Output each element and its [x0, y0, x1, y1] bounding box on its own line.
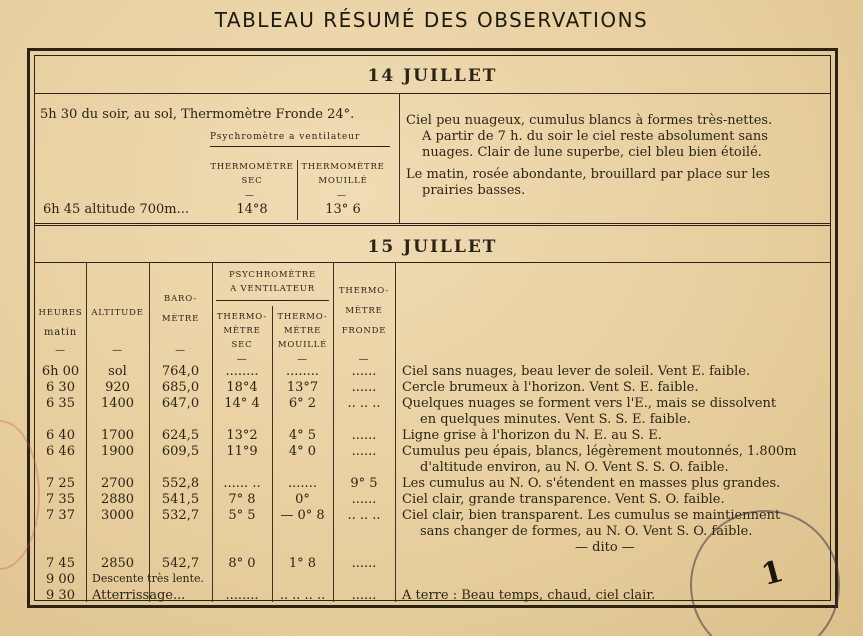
row-mouille: ....... [288, 476, 317, 491]
row-mouille: .. .. .. .. [279, 588, 326, 603]
dash: — [112, 345, 123, 356]
row-heure: 7 25 [46, 476, 75, 491]
row-observation: A terre : Beau temps, chaud, ciel clair. [402, 588, 656, 603]
psychro-brace-2 [216, 300, 329, 301]
row-fronde: ...... [351, 588, 377, 603]
row-fronde: ...... [351, 380, 377, 395]
row-altitude: 2700 [100, 476, 135, 491]
row-baro: 542,7 [161, 556, 200, 571]
row-mouille: 4° 0 [288, 444, 317, 459]
row-fronde: ...... [351, 428, 377, 443]
row-baro: 764,0 [161, 364, 200, 379]
row-sec: 18°4 [226, 380, 258, 395]
header-matin: matin [43, 327, 78, 338]
row-observation: — dito — [575, 540, 635, 555]
table-frame [27, 48, 838, 608]
row-heure: 6 30 [46, 380, 75, 395]
header-fronde-1: THERMO- [338, 286, 390, 296]
row-altitude: Descente très lente. [92, 572, 205, 585]
row-altitude: sol [108, 364, 127, 379]
row-baro: 552,8 [161, 476, 200, 491]
row-mouille: 4° 5 [288, 428, 317, 443]
section1-note-3: nuages. Clair de lune superbe, ciel bleu bien étoilé. [422, 145, 762, 160]
section1-col-sec: THERMOMÈTRE SEC [210, 162, 294, 186]
header-psychro-1: PSYCHROMÈTRE [228, 270, 317, 280]
section1-mouille-value: 13° 6 [325, 202, 361, 217]
header-fronde-3: FRONDE [341, 326, 387, 336]
row-mouille: 1° 8 [288, 556, 317, 571]
row-mouille: ........ [285, 364, 320, 379]
row-altitude: 1700 [100, 428, 135, 443]
row-baro: 624,5 [161, 428, 200, 443]
section1-psychro-label: Psychromètre a ventilateur [210, 132, 361, 142]
row-baro: 541,5 [161, 492, 200, 507]
section1-col-divider [399, 93, 400, 223]
row-altitude: Atterrissage... [92, 588, 186, 603]
section1-note-4: Le matin, rosée abondante, brouillard par place sur les [406, 167, 770, 182]
section1-sec-value: 14°8 [236, 202, 268, 217]
row-sec: 14° 4 [224, 396, 260, 411]
section1-note-1: Ciel peu nuageux, cumulus blancs à formes très-nettes. [406, 113, 773, 128]
row-heure: 9 30 [46, 588, 75, 603]
row-fronde: .. .. .. [347, 508, 381, 523]
row-sec: 8° 0 [228, 556, 256, 571]
header-psychro-2: A VENTILATEUR [230, 284, 315, 294]
row-sec: 11°9 [226, 444, 258, 459]
row-observation: Ciel clair, bien transparent. Les cumulus se maintiennent [402, 508, 781, 523]
row-fronde: ...... [351, 556, 377, 571]
row-altitude: 1900 [100, 444, 135, 459]
dash: — [175, 345, 186, 356]
dash: — [236, 354, 248, 365]
section-heading-15-juillet: 15 JUILLET [367, 237, 498, 257]
row-observation: Cumulus peu épais, blancs, légèrement moutonnés, 1.800m [402, 444, 797, 459]
row-heure: 6 46 [46, 444, 75, 459]
row-sec: ...... .. [223, 476, 261, 491]
psychro-brace [210, 146, 390, 147]
row-baro: 647,0 [161, 396, 200, 411]
row-mouille: 0° [295, 492, 310, 507]
section1-note-2: A partir de 7 h. du soir le ciel reste absolument sans [422, 129, 768, 144]
row-altitude: 1400 [100, 396, 135, 411]
row-heure: 6 40 [46, 428, 75, 443]
section1-col-mouille: THERMOMÈTRE MOUILLÉ [301, 162, 385, 186]
row-observation: Ligne grise à l'horizon du N. E. au S. E. [402, 428, 662, 443]
row-heure: 6h 00 [41, 364, 80, 379]
section2-divider [35, 262, 830, 263]
section1-note-5: prairies basses. [422, 183, 526, 198]
row-observation: Ciel sans nuages, beau lever de soleil. Vent E. faible. [402, 364, 751, 379]
row-altitude: 2880 [100, 492, 135, 507]
header-mouille-1: THERMO- [277, 312, 328, 322]
dash: — [297, 354, 308, 365]
page-number: 1 [757, 553, 788, 594]
header-sec-2: MÈTRE [223, 326, 261, 336]
header-fronde-2: MÈTRE [345, 306, 383, 316]
row-baro: 532,7 [161, 508, 200, 523]
row-heure: 7 35 [46, 492, 75, 507]
row-sec: 5° 5 [228, 508, 256, 523]
row-observation: Ciel clair, grande transparence. Vent S. O. faible. [402, 492, 725, 507]
row-observation: en quelques minutes. Vent S. S. E. faible. [420, 412, 691, 427]
row-baro: 609,5 [161, 444, 200, 459]
row-observation: Quelques nuages se forment vers l'E., mais se dissolvent [402, 396, 777, 411]
section-heading-14-juillet: 14 JUILLET [367, 66, 498, 86]
row-observation: d'altitude environ, au N. O. Vent S. S. O. faible. [420, 460, 729, 475]
row-mouille: — 0° 8 [280, 508, 325, 523]
header-sec-1: THERMO- [216, 312, 268, 322]
row-mouille: 13°7 [286, 380, 319, 395]
row-fronde: ...... [351, 364, 377, 379]
row-observation: sans changer de formes, au N. O. Vent S. O. faible. [420, 524, 753, 539]
dash: — [55, 345, 66, 356]
row-altitude: 920 [105, 380, 130, 395]
row-fronde: .. .. .. [347, 396, 381, 411]
row-heure: 9 00 [46, 572, 75, 587]
row-altitude: 3000 [100, 508, 135, 523]
row-heure: 7 37 [46, 508, 75, 523]
row-fronde: ...... [351, 444, 377, 459]
header-sec-3: SEC [231, 340, 253, 350]
row-fronde: ...... [351, 492, 377, 507]
header-baro-1: BARO- [164, 294, 197, 304]
row-observation: Cercle brumeux à l'horizon. Vent S. E. faible. [402, 380, 699, 395]
section1-altitude-row: 6h 45 altitude 700m... [43, 202, 190, 217]
row-heure: 6 35 [46, 396, 75, 411]
row-baro: 685,0 [161, 380, 200, 395]
row-sec: 7° 8 [228, 492, 256, 507]
header-heures: HEURES [38, 308, 83, 318]
section-separator [35, 223, 830, 226]
row-observation: Les cumulus au N. O. s'étendent en masses plus grandes. [402, 476, 781, 491]
row-heure: 7 45 [46, 556, 75, 571]
header-altitude: ALTITUDE [91, 308, 144, 318]
section1-divider [35, 93, 830, 94]
table-inner-frame: 14 JUILLET 5h 30 du soir, au sol, Thermomètre Fronde 24°. Psychromètre a ventilateur THERMOMÈTRE SEC THERMOMÈTRE MOUILLÉ — — 6h 45 altitude 700m... 14°8 13° 6 Ciel peu nuageux, cumulus blancs à formes très-nettes. A partir de 7 h. du soir le ciel reste absolument sans nuages. Clair de lune superbe, ciel bleu bien étoilé. Le matin, rosée abondante, brouillard par place sur les prairies basses. 15 JUILLET HEURES matin ALTITUDE BARO- MÈTRE PSYCHROMÈTRE A VENTILATEUR THERMO- MÈTRE SEC THERMO- MÈTRE MOUILLÉ THERMO- MÈTRE FRONDE — — — — — — 6h 00 sol 764,0 ........ ........ ...... Ciel sans nuages, beau lever de soleil. Vent E. faible. 6 30 920 685,0 18°4 13°7 ...... Cercle brumeux à l'horizon. Vent S. E. faible. 6 35 1400 647,0 14° 4 6° 2 .. .. .. Quelques nuages se forment vers l'E., mais se dissolvent en quelques minutes. Vent S. S. E. faible. 6 40 1700 624,5 13°2 4° 5 ...... Ligne grise à l'horizon du N. E. au S. E. 6 46 1900 609,5 11°9 4° 0 ...... Cumulus peu épais, blancs, légèrement moutonnés, 1.800m d'altitude environ, au N. O. Vent S. S. O. faible. 7 25 2700 552,8 ...... .. ....... 9° 5 Les cumulus au N. O. s'étendent en masses plus grandes. 7 35 2880 541,5 7° 8 0° ...... Ciel clair, grande transparence. Vent S. O. faible. 7 37 3000 532,7 5° 5 — 0° 8 .. .. .. Ciel clair, bien transparent. Les cumulus se maintiennent sans changer de formes, au N. O. Vent S. O. faible. — dito — 7 45 2850 542,7 8° 0 1° 8 ...... 9 00 Descente très lente. 9 30 Atterrissage... ........ .. .. .. .. ...... A terre : Beau temps, chaud, ciel clair. [34, 55, 831, 601]
row-mouille: 6° 2 [288, 396, 317, 411]
row-sec: 13°2 [226, 428, 258, 443]
header-mouille-3: MOUILLÉ [277, 340, 328, 350]
section1-ground-reading: 5h 30 du soir, au sol, Thermomètre Fronde 24°. [40, 107, 355, 122]
row-fronde: 9° 5 [350, 476, 378, 491]
header-mouille-2: MÈTRE [283, 326, 322, 336]
row-sec: ........ [225, 588, 259, 603]
page-title: TABLEAU RÉSUMÉ DES OBSERVATIONS [214, 8, 649, 32]
row-sec: ........ [225, 364, 259, 379]
row-altitude: 2850 [100, 556, 135, 571]
header-baro-2: MÈTRE [161, 314, 200, 324]
dash: — [358, 354, 370, 365]
col-divider-fronde [395, 262, 396, 602]
